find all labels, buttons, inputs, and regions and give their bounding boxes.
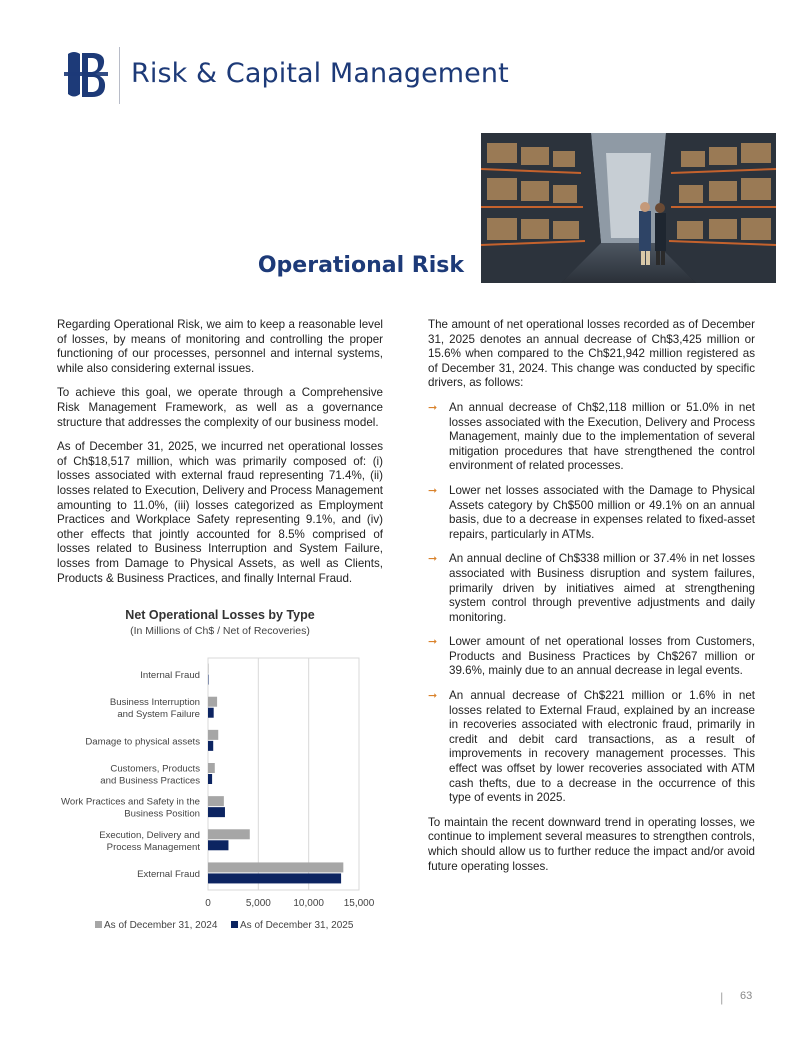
list-item-text: An annual decrease of Ch$2,118 million or 51.0% in net losses associated with the Execution, Delivery and Process Management, mainly due to the implementation of several mitigation procedures that have strengthened the control environment of related processes.: [449, 400, 755, 473]
arrow-right-icon: ➞: [428, 484, 438, 497]
bar-2025: [208, 873, 341, 883]
legend-swatch: [231, 921, 238, 928]
bar-2024: [208, 796, 224, 806]
driver-list: [428, 401, 755, 806]
list-item: [428, 635, 755, 679]
legend-swatch: [95, 921, 102, 928]
list-item: [428, 689, 755, 806]
list-item: [428, 401, 755, 474]
left-column: [57, 318, 383, 596]
page-header-title: Risk & Capital Management: [131, 58, 509, 89]
plot-area: [208, 658, 359, 890]
bank-logo-icon: [64, 50, 108, 100]
list-item: [428, 552, 755, 625]
bar-2024: [208, 730, 218, 740]
category-label: Work Practices and Safety in the Business Position: [61, 796, 200, 820]
paragraph: Regarding Operational Risk, we aim to keep a reasonable level of losses, by means of monitoring and controlling the proper functioning of our processes, personnel and internal systems, while also considering external issues.: [57, 318, 383, 375]
net-operational-losses-chart: [57, 650, 387, 940]
chart-subtitle: (In Millions of Ch$ / Net of Recoveries): [130, 625, 310, 637]
arrow-right-icon: ➞: [428, 401, 438, 414]
arrow-right-icon: ➞: [428, 690, 438, 703]
header-divider: [119, 47, 120, 104]
x-tick-label: 0: [205, 898, 211, 909]
right-column: [428, 318, 755, 884]
warehouse-photo: [481, 133, 776, 283]
section-title: Operational Risk: [257, 253, 464, 278]
bar-2024: [208, 697, 217, 707]
footer-separator: |: [720, 990, 724, 1005]
x-tick-label: 15,000: [343, 898, 375, 909]
bar-2025: [208, 708, 214, 718]
list-item-text: An annual decline of Ch$338 million or 37.4% in net losses associated with Business disruption and system failures, primarily driven by initiatives aimed at strengthening system control through preventive adjustments and daily monitoring.: [449, 552, 755, 624]
category-label: External Fraud: [137, 868, 200, 880]
page-number: 63: [740, 990, 753, 1002]
category-label: Business Interruption and System Failure: [109, 697, 200, 721]
bar-2025: [208, 840, 228, 850]
x-tick-label: 10,000: [293, 898, 324, 909]
paragraph: As of December 31, 2025, we incurred net operational losses of Ch$18,517 million, which was primarily composed of: (i) losses associated with external fraud representing 71.4%, (ii) losses related to Execution, Delivery and Process Management amounting to 11.0%, (iii) losses categorized as Employment Practices and Workplace Safety representing 9.1%, and (iv) other effects that jointly accounted for 8.5% comprised of losses related to Business Interruption and System Failure, losses from Damage to Physical Assets, as well as Clients, Products & Business Practices, and finally Internal Fraud.: [57, 440, 383, 585]
bar-2025: [208, 741, 213, 751]
list-item-text: An annual decrease of Ch$221 million or 1.6% in net losses related to External Fraud, explained by an increase in recoveries associated with electronic fraud, primarily in credit and debit card transactions, as a result of improvements in recovery management processes. This effect was offset by lower recoveries associated with ATM cash thefts, due to a decrease in the occurrence of this type of events in 2025.: [449, 689, 755, 805]
paragraph: To achieve this goal, we operate through a Comprehensive Risk Management Framework, as well as a governance structure that addresses the complexity of our business model.: [57, 386, 383, 429]
bar-2024: [208, 862, 343, 872]
bar-2024: [208, 664, 209, 674]
arrow-right-icon: ➞: [428, 553, 438, 566]
arrow-right-icon: ➞: [428, 636, 438, 649]
legend-label: As of December 31, 2025: [240, 920, 354, 931]
list-item: [428, 484, 755, 542]
category-label: Customers, Products and Business Practices: [100, 763, 200, 787]
bar-2025: [208, 807, 225, 817]
bar-2024: [208, 763, 215, 773]
category-label: Damage to physical assets: [85, 736, 200, 748]
closing-paragraph: To maintain the recent downward trend in operating losses, we continue to implement several measures to strengthen controls, which should allow us to further reduce the impact and/or avoid future operating losses.: [428, 815, 755, 873]
x-tick-label: 5,000: [245, 898, 271, 909]
category-label: Execution, Delivery and Process Management: [99, 829, 200, 853]
list-item-text: Lower net losses associated with the Damage to Physical Assets category by Ch$500 million or 49.1% on an annual basis, due to a decrease in expenses related to fixed-asset repairs, particularly in ATMs.: [449, 483, 755, 541]
list-item-text: Lower amount of net operational losses from Customers, Products and Business Practices by Ch$267 million or 39.6%, mainly due to an annual decrease in legal events.: [449, 635, 755, 678]
chart-title: Net Operational Losses by Type: [125, 608, 315, 622]
bar-2025: [208, 774, 212, 784]
bar-2024: [208, 829, 250, 839]
intro-paragraph: The amount of net operational losses recorded as of December 31, 2025 denotes an annual decrease of Ch$3,425 million or 15.6% when compared to the Ch$21,942 million registered as of December 31, 2024. This change was conducted by specific drivers, as follows:: [428, 318, 755, 390]
category-label: Internal Fraud: [140, 670, 200, 682]
legend-label: As of December 31, 2024: [104, 920, 218, 931]
bar-2025: [208, 675, 209, 685]
